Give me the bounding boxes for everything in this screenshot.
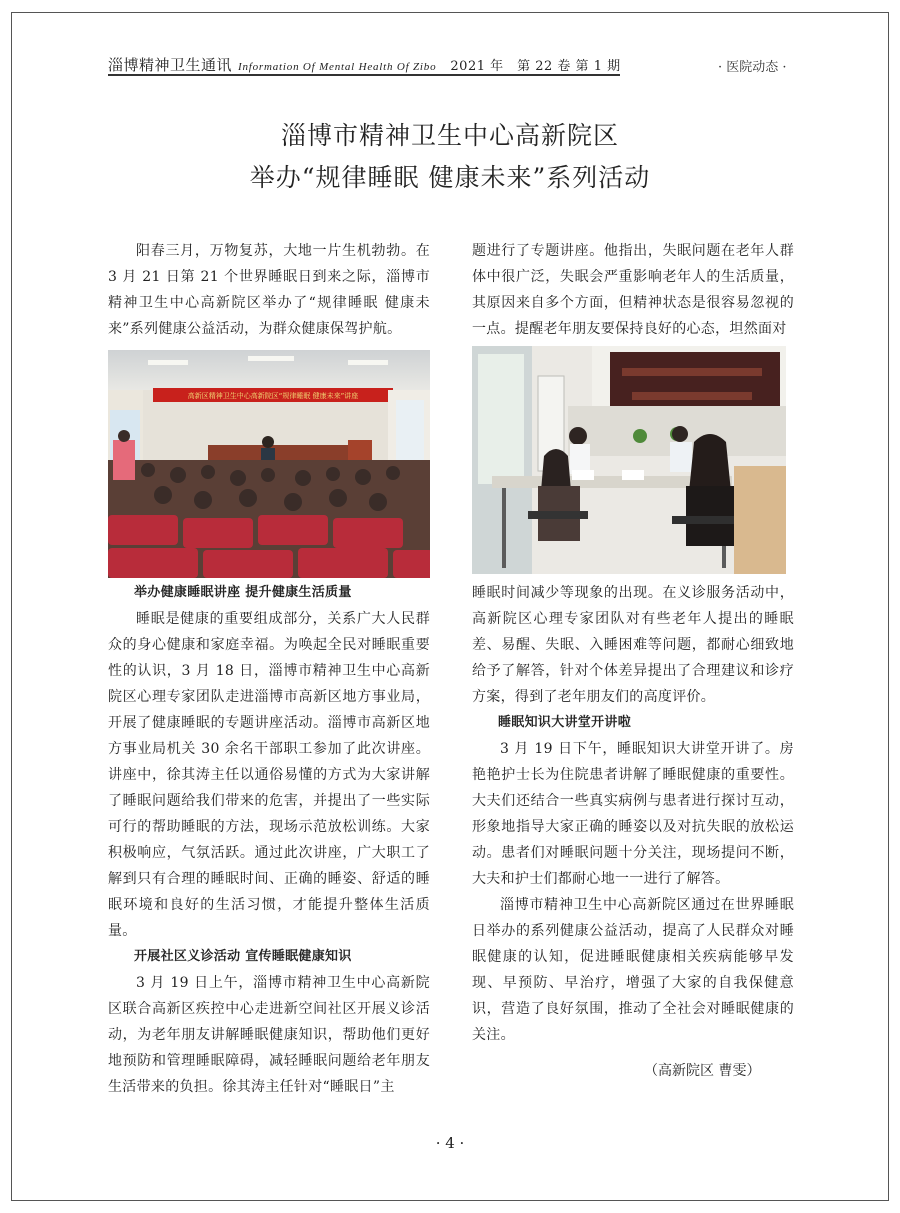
issue-info: 2021 年 第 22 卷 第 1 期: [450, 59, 621, 74]
subheading-lecture: 举办健康睡眠讲座 提升健康生活质量: [134, 585, 352, 600]
paragraph-continued: 题进行了专题讲座。他指出，失眠问题在老年人群体中很广泛，失眠会严重影响老年人的生活质量，其原因来自多个方面，但精神状态是很容易忽视的一点。提醒老年朋友要保持良好的心态，坦然面对: [472, 243, 794, 337]
subheading-class: 睡眠知识大讲堂开讲啦: [498, 715, 632, 730]
journal-title-cn: 淄博精神卫生通讯: [108, 56, 233, 74]
page-number: · 4 ·: [435, 1134, 465, 1152]
article-title-line1: 淄博市精神卫生中心高新院区: [280, 121, 619, 150]
lecture-photo: [108, 350, 430, 578]
paragraph-clinic-continued: 睡眠时间减少等现象的出现。在义诊服务活动中，高新院区心理专家团队对有些老年人提出的睡眠差、易醒、失眠、入睡困难等问题，都耐心细致地给予了解答，针对个体差异提出了合理建议和诊疗方案，得到了老年朋友们的高度评价。: [472, 585, 794, 705]
paragraph-lecture: 睡眠是健康的重要组成部分，关系广大人民群众的身心健康和家庭幸福。为唤起全民对睡眠重要性的认识，3 月 18 日，淄博市精神卫生中心高新院区心理专家团队走进淄博市高新区地方事业局，开展了健康睡眠的专题讲座活动。淄博市高新区地方事业局机关 30 余名干部职工参加了此次讲座。讲座中，徐其涛主任以通俗易懂的方式为大家讲解了睡眠问题给我们带来的危害，并提出了一些实际可行的帮助睡眠的方法，现场示范放松训练。大家积极响应，气氛活跃。通过此次讲座，广大职工了解到只有合理的睡眠时间、正确的睡姿、舒适的睡眠环境和良好的生活习惯，才能提升整体生活质量。: [108, 611, 430, 939]
journal-title-en: Information Of Mental Health Of Zibo: [238, 61, 437, 73]
left-column-body: [108, 580, 430, 1100]
paragraph-class: 3 月 19 日下午，睡眠知识大讲堂开讲了。房艳艳护士长为住院患者讲解了睡眠健康的重要性。大夫们还结合一些真实病例与患者进行探讨互动，形象地指导大家正确的睡姿以及对抗失眠的放松运动。患者们对睡眠问题十分关注，现场提问不断，大夫和护士们都耐心地一一进行了解答。: [472, 741, 794, 887]
header-rule: [108, 74, 620, 76]
right-column-body: [472, 580, 794, 1048]
article-title-line2: 举办“规律睡眠 健康未来”系列活动: [249, 163, 651, 192]
paragraph-clinic: 3 月 19 日上午，淄博市精神卫生中心高新院区联合高新区疾控中心走进新空间社区开展义诊活动，为老年朋友讲解睡眠健康知识，帮助他们更好地预防和管理睡眠障碍，减轻睡眠问题给老年朋友生活带来的负担。徐其涛主任针对“睡眠日”主: [108, 975, 430, 1095]
right-column-top: [472, 238, 794, 342]
clinic-photo: [472, 346, 786, 574]
section-label: · 医院动态 ·: [718, 60, 787, 75]
subheading-clinic: 开展社区义诊活动 宣传睡眠健康知识: [134, 949, 352, 964]
intro-paragraph: 阳春三月，万物复苏，大地一片生机勃勃。在 3 月 21 日第 21 个世界睡眠日到来之际，淄博市精神卫生中心高新院区举办了“规律睡眠 健康未来”系列健康公益活动，为群众健康保驾护航。: [108, 243, 430, 337]
banner-text: 高新区精神卫生中心高新院区“规律睡眠 健康未来”讲座: [187, 392, 359, 400]
running-header: [108, 54, 621, 75]
author-signature: （高新院区 曹雯）: [644, 1063, 761, 1079]
left-column-intro: [108, 238, 430, 342]
paragraph-summary: 淄博市精神卫生中心高新院区通过在世界睡眠日举办的系列健康公益活动，提高了人民群众对睡眠健康的认知，促进睡眠健康相关疾病能够早发现、早预防、早治疗，增强了大家的自我保健意识，营造了良好氛围，推动了全社会对睡眠健康的关注。: [472, 897, 794, 1043]
